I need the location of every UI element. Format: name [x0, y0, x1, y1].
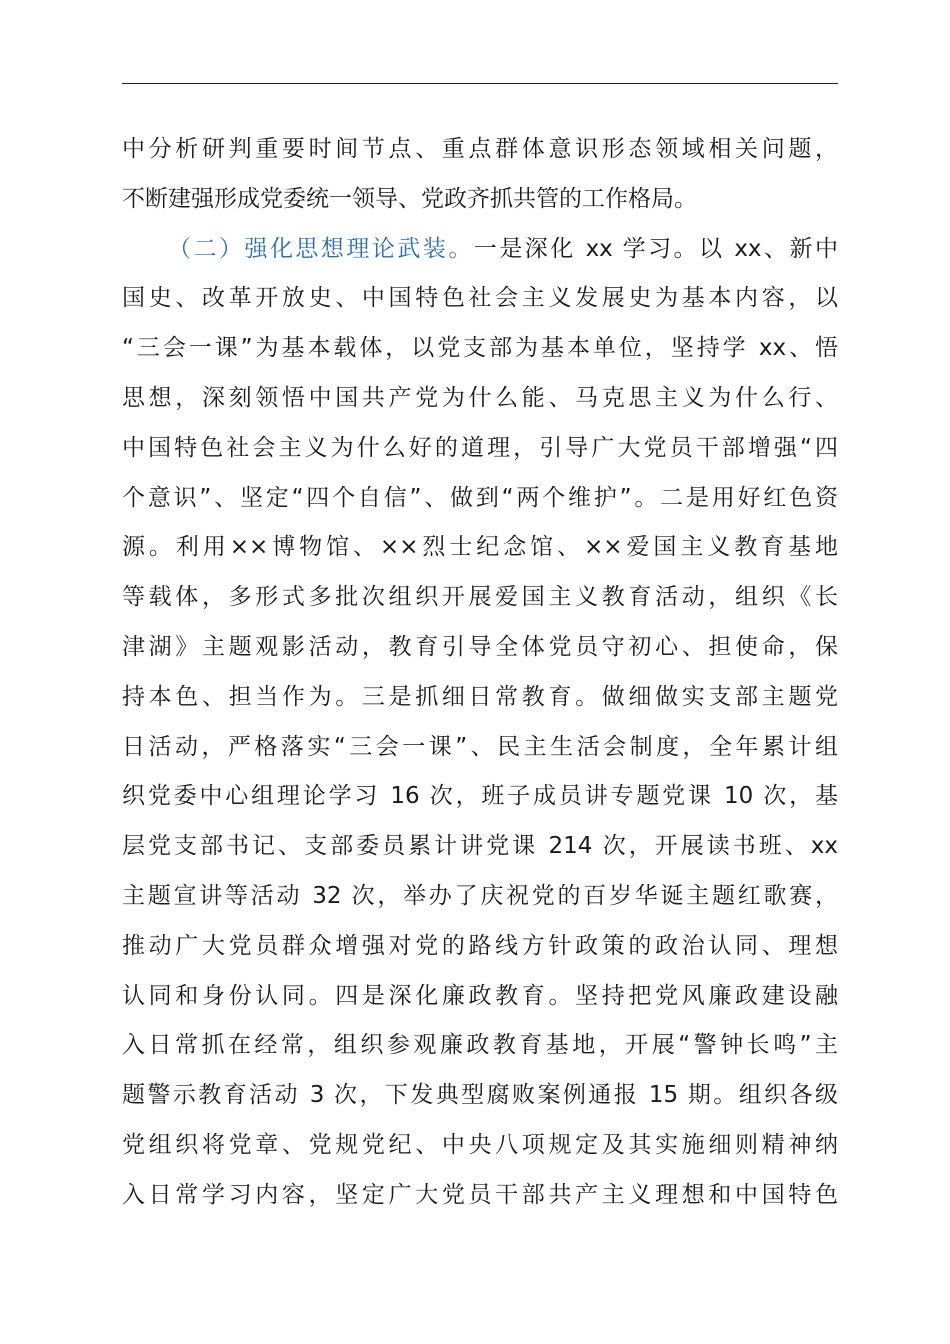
- body-text: [122, 125, 838, 1221]
- text-line-2: 不断建强形成党委统一领导、党政齐抓共管的工作格局。: [122, 185, 697, 212]
- text-line-16: 主题宣讲等活动 32 次，举办了庆祝党的百岁华诞主题红歌赛，: [122, 882, 838, 909]
- text-line-18: 认同和身份认同。四是深化廉政教育。坚持把党风廉政建设融: [122, 982, 838, 1009]
- text-line-17: 推动广大党员群众增强对党的路线方针政策的政治认同、理想: [122, 932, 838, 959]
- text-line-7: 中国特色社会主义为什么好的道理，引导广大党员干部增强“四: [122, 434, 838, 461]
- text-line-15: 层党支部书记、支部委员累计讲党课 214 次，开展读书班、xx: [122, 833, 838, 860]
- text-line-3-rest: 一是深化 xx 学习。以 xx、新中: [473, 235, 838, 262]
- text-line-3: [122, 225, 838, 275]
- text-line-21: 党组织将党章、党规党纪、中央八项规定及其实施细则精神纳: [122, 1131, 838, 1158]
- text-line-1: 中分析研判重要时间节点、重点群体意识形态领域相关问题，: [122, 136, 838, 162]
- text-line-22: 入日常学习内容，坚定广大党员干部共产主义理想和中国特色: [122, 1181, 838, 1208]
- text-line-13: 日活动，严格落实“三会一课”、民主生活会制度，全年累计组: [122, 733, 838, 760]
- text-line-19: 入日常抓在经常，组织参观廉政教育基地，开展“警钟长鸣”主: [122, 1032, 838, 1059]
- text-line-5: “三会一课”为基本载体，以党支部为基本单位，坚持学 xx、悟: [122, 335, 838, 362]
- text-line-4: 国史、改革开放史、中国特色社会主义发展史为基本内容，以: [122, 285, 838, 312]
- text-line-8: 个意识”、坚定“四个自信”、做到“两个维护”。二是用好红色资: [122, 484, 838, 511]
- text-line-12: 持本色、担当作为。三是抓细日常教育。做细做实支部主题党: [122, 683, 838, 710]
- text-line-6: 思想，深刻领悟中国共产党为什么能、马克思主义为什么行、: [122, 384, 838, 411]
- section-heading: （二）强化思想理论武装。: [168, 235, 474, 262]
- header-rule: [122, 83, 838, 84]
- text-line-11: 津湖》主题观影活动，教育引导全体党员守初心、担使命，保: [122, 633, 838, 660]
- text-line-9: 源。利用××博物馆、××烈士纪念馆、××爱国主义教育基地: [122, 534, 838, 561]
- text-line-20: 题警示教育活动 3 次，下发典型腐败案例通报 15 期。组织各级: [122, 1082, 838, 1109]
- text-line-10: 等载体，多形式多批次组织开展爱国主义教育活动，组织《长: [122, 584, 838, 611]
- text-line-14: 织党委中心组理论学习 16 次，班子成员讲专题党课 10 次，基: [122, 783, 838, 810]
